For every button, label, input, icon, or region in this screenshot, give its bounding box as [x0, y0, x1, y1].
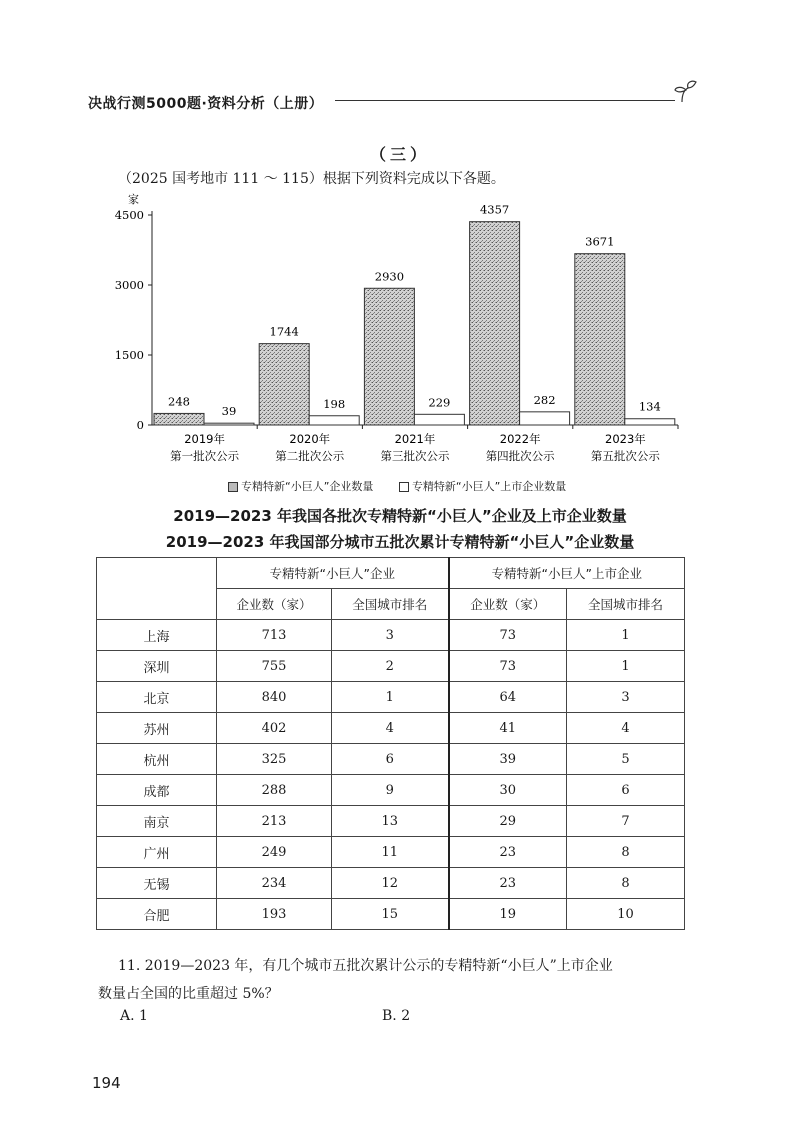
data-label-enterprises: 1744: [269, 324, 299, 339]
table-cell: 41: [449, 713, 567, 744]
group-header-enterprises: 专精特新“小巨人”企业: [217, 558, 449, 589]
sprout-icon: [672, 78, 704, 104]
table-cell: 2: [332, 651, 449, 682]
y-tick-label: 1500: [114, 348, 144, 362]
table-cell: 288: [217, 775, 332, 806]
x-category-year: 2021年: [394, 432, 436, 446]
city-name-cell: 无锡: [97, 868, 217, 899]
table-cell: 39: [449, 744, 567, 775]
table-cell: 30: [449, 775, 567, 806]
city-name-cell: 北京: [97, 682, 217, 713]
legend-item-listed: [399, 480, 566, 493]
table-cell: 5: [567, 744, 685, 775]
header-rule: [335, 100, 675, 101]
table-cell: 73: [449, 620, 567, 651]
data-label-listed: 229: [428, 395, 451, 410]
bar-listed: [625, 419, 675, 425]
running-header-title: 决战行测5000题·资料分析（上册）: [88, 96, 324, 112]
x-category-year: 2019年: [184, 432, 225, 446]
table-cell: 9: [332, 775, 449, 806]
table-row: [97, 744, 685, 775]
city-name-cell: 杭州: [97, 744, 217, 775]
table-row: [97, 899, 685, 930]
table-cell: 7: [567, 806, 685, 837]
table-cell: 11: [332, 837, 449, 868]
city-name-cell: 南京: [97, 806, 217, 837]
legend-label-listed: 专精特新“小巨人”上市企业数量: [411, 480, 567, 493]
bar-listed: [309, 416, 359, 425]
table-cell: 755: [217, 651, 332, 682]
sub-header: 全国城市排名: [567, 589, 685, 620]
x-category-batch: 第五批次公示: [590, 449, 660, 463]
bar-enterprises: [470, 222, 520, 425]
y-tick-label: 4500: [114, 208, 144, 222]
bar-chart: [100, 190, 690, 475]
sub-header: 企业数（家）: [449, 589, 567, 620]
question-text: [98, 952, 688, 1008]
data-label-enterprises: 2930: [374, 269, 405, 284]
data-label-listed: 39: [221, 404, 237, 419]
city-name-cell: 合肥: [97, 899, 217, 930]
table-row: [97, 837, 685, 868]
table-cell: 12: [332, 868, 449, 899]
legend-swatch-filled: [228, 482, 238, 492]
section-title: （三）: [369, 145, 430, 164]
table-cell: 6: [332, 744, 449, 775]
question-line-2: 数量占全国的比重超过 5%？: [98, 986, 279, 1002]
chart-legend: [228, 478, 588, 494]
table-row: [97, 713, 685, 744]
intro-text: （2025 国考地市 111 ～ 115）根据下列资料完成以下各题。: [118, 171, 505, 187]
table-row: [97, 651, 685, 682]
table-row: [97, 775, 685, 806]
table-cell: 3: [567, 682, 685, 713]
table-cell: 325: [217, 744, 332, 775]
table-cell: 1: [332, 682, 449, 713]
table-cell: 73: [449, 651, 567, 682]
sub-header: 全国城市排名: [332, 589, 449, 620]
table-cell: 234: [217, 868, 332, 899]
data-label-listed: 198: [323, 396, 346, 411]
city-data-table: [96, 557, 685, 930]
table-cell: 713: [217, 620, 332, 651]
table-cell: 1: [567, 620, 685, 651]
bar-enterprises: [364, 288, 414, 425]
option-a[interactable]: A. 1: [120, 1008, 148, 1024]
x-category-year: 2023年: [605, 432, 646, 446]
group-header-listed: 专精特新“小巨人”上市企业: [449, 558, 685, 589]
x-category-batch: 第三批次公示: [380, 449, 450, 463]
bar-enterprises: [575, 254, 625, 425]
table-row: [97, 682, 685, 713]
city-name-cell: 上海: [97, 620, 217, 651]
table-cell: 64: [449, 682, 567, 713]
option-b[interactable]: B. 2: [382, 1008, 411, 1024]
table-cell: 6: [567, 775, 685, 806]
table-cell: 15: [332, 899, 449, 930]
question-line-1: 11. 2019—2023 年，有几个城市五批次累计公示的专精特新“小巨人”上市企业: [118, 958, 613, 974]
table-row: [97, 868, 685, 899]
legend-label-enterprises: 专精特新“小巨人”企业数量: [241, 480, 374, 493]
table-cell: 1: [567, 651, 685, 682]
y-tick-label: 3000: [114, 278, 144, 292]
table-corner-cell: [97, 558, 217, 620]
table-cell: 402: [217, 713, 332, 744]
table-cell: 8: [567, 837, 685, 868]
table-cell: 8: [567, 868, 685, 899]
bar-enterprises: [154, 413, 204, 425]
y-tick-label: 0: [136, 418, 144, 432]
sub-header: 企业数（家）: [217, 589, 332, 620]
table-cell: 13: [332, 806, 449, 837]
table-cell: 840: [217, 682, 332, 713]
x-category-year: 2020年: [289, 432, 331, 446]
table-cell: 10: [567, 899, 685, 930]
x-category-year: 2022年: [499, 432, 541, 446]
table-cell: 19: [449, 899, 567, 930]
city-name-cell: 广州: [97, 837, 217, 868]
table-caption: 2019—2023 年我国部分城市五批次累计专精特新“小巨人”企业数量: [165, 533, 635, 551]
legend-item-enterprises: [228, 480, 373, 493]
table-cell: 23: [449, 837, 567, 868]
bar-listed: [204, 423, 254, 425]
x-category-batch: 第一批次公示: [170, 449, 240, 463]
table-cell: 4: [567, 713, 685, 744]
city-name-cell: 成都: [97, 775, 217, 806]
table-cell: 29: [449, 806, 567, 837]
city-name-cell: 深圳: [97, 651, 217, 682]
data-label-listed: 282: [533, 392, 556, 407]
table-cell: 3: [332, 620, 449, 651]
table-row: [97, 806, 685, 837]
chart-caption: 2019—2023 年我国各批次专精特新“小巨人”企业及上市企业数量: [173, 507, 627, 525]
bar-listed: [520, 412, 570, 425]
bar-listed: [414, 414, 464, 425]
table-cell: 4: [332, 713, 449, 744]
data-label-listed: 134: [638, 399, 661, 414]
page-number: 194: [92, 1074, 121, 1092]
table-cell: 23: [449, 868, 567, 899]
data-label-enterprises: 4357: [479, 202, 510, 217]
table-cell: 213: [217, 806, 332, 837]
x-category-batch: 第二批次公示: [275, 449, 345, 463]
city-name-cell: 苏州: [97, 713, 217, 744]
x-category-batch: 第四批次公示: [485, 449, 555, 463]
data-label-enterprises: 248: [168, 394, 190, 409]
y-axis-unit: 家: [128, 193, 139, 206]
data-label-enterprises: 3671: [585, 234, 615, 249]
bar-enterprises: [259, 344, 309, 425]
table-cell: 193: [217, 899, 332, 930]
table-row: [97, 620, 685, 651]
table-cell: 249: [217, 837, 332, 868]
legend-swatch-empty: [399, 482, 409, 492]
